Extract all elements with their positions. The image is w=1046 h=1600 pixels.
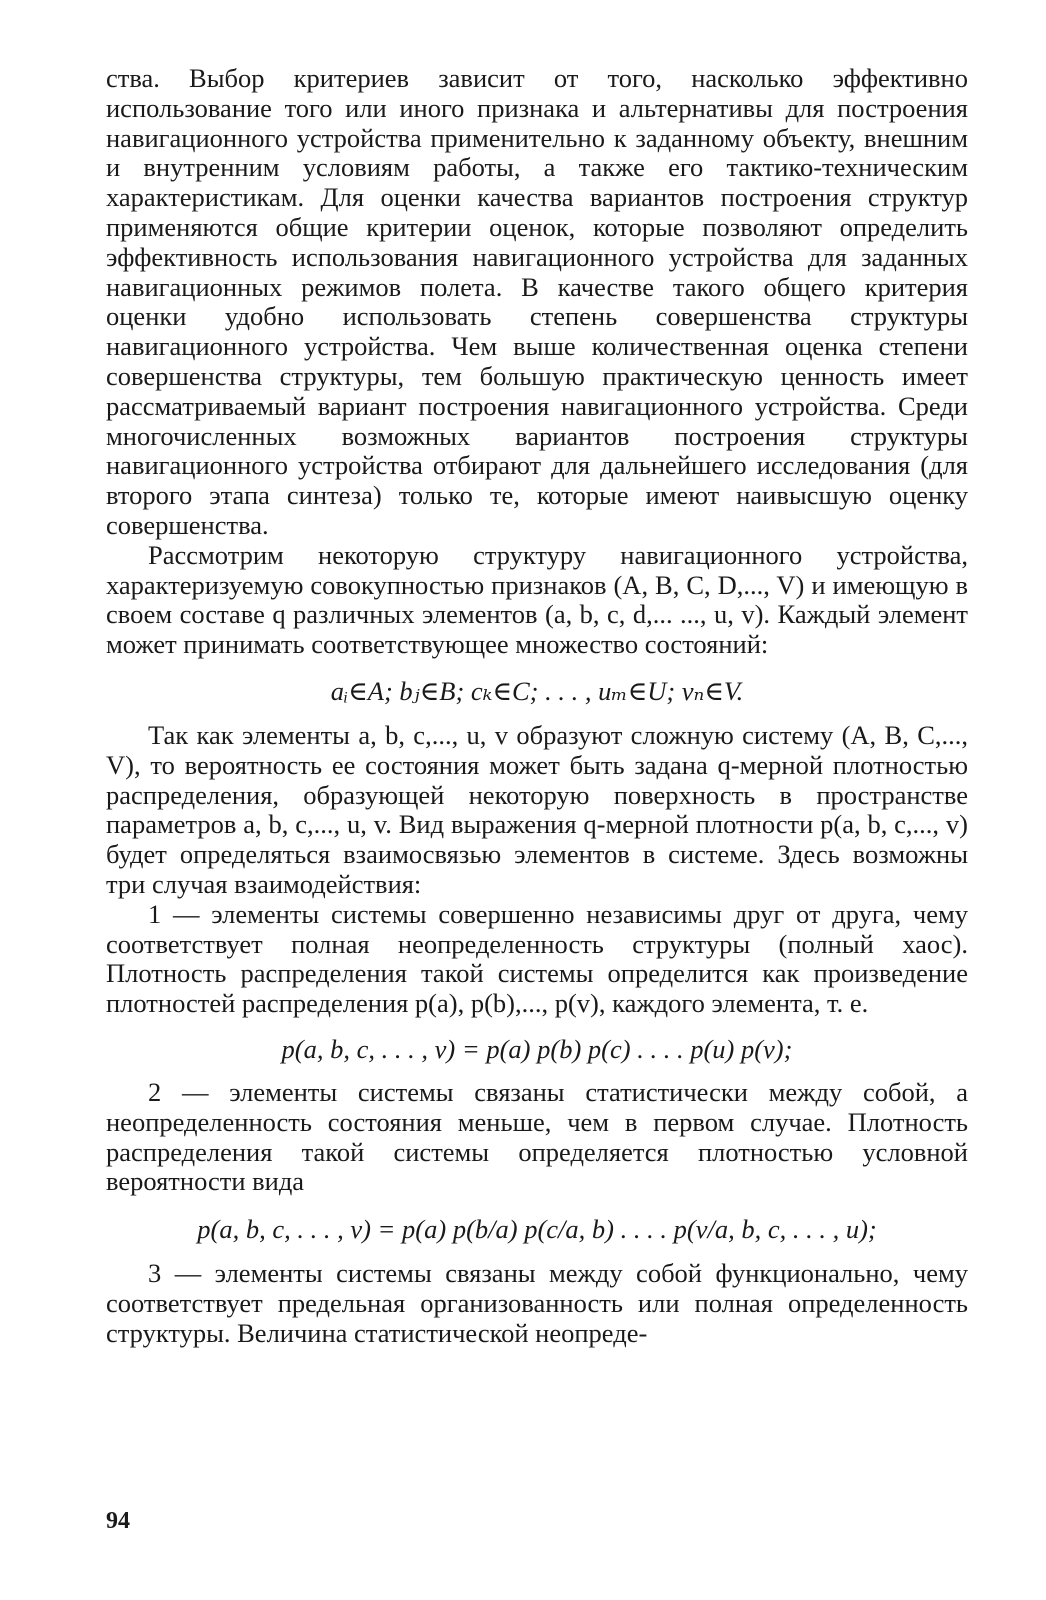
paragraph-3: Так как элементы a, b, c,..., u, v образуют сложную систему (A, B, C,..., V), то вероятность ее состояния может быть задана q-мерной плотностью распределения, образующей некоторую поверхность в пространстве параметров a, b, c,..., u, v. Вид выражения q-мерной плотности p(a, b, c,..., v) будет определяться взаимосвязью элементов в системе. Здесь возможны три случая взаимодействия: — [106, 719, 968, 899]
page-number: 94 — [106, 1508, 130, 1534]
paragraph-case-2: 2 — элементы системы связаны статистически между собой, а неопределенность состояния меньше, чем в первом случае. Плотность распределения такой системы определяется плотностью условной вероятности вида — [106, 1076, 968, 1197]
paragraph-2: Рассмотрим некоторую структуру навигационного устройства, характеризуемую совокупностью признаков (A, B, C, D,..., V) и имеющую в своем составе q различных элементов (a, b, c, d,... ..., u, v). Каждый элемент может принимать соответствующее множество состояний: — [106, 539, 968, 660]
paragraph-case-1: 1 — элементы системы совершенно независимы друг от друга, чему соответствует полная неопределенность структуры (полный хаос). Плотность распределения такой системы определится как произведение плотностей распределения p(a), p(b),..., p(v), каждого элемента, т. е. — [106, 898, 968, 1019]
formula-independent: p(a, b, c, . . . , v) = p(a) p(b) p(c) . . . . p(u) p(v); — [281, 1033, 793, 1064]
formula-conditional: p(a, b, c, . . . , v) = p(a) p(b/a) p(c/a, b) . . . . p(v/a, b, c, . . . , u); — [197, 1214, 877, 1245]
formula-states: aᵢ∈A; bⱼ∈B; cₖ∈C; . . . , uₘ∈U; vₙ∈V. — [330, 675, 744, 706]
paragraph-case-3: 3 — элементы системы связаны между собой функционально, чему соответствует предельная организованность или полная определенность структуры. Величина статистической неопреде- — [106, 1258, 968, 1348]
paragraph-1: ства. Выбор критериев зависит от того, насколько эффективно использование того или иного признака и альтернативы для построения навигационного устройства применительно к заданному объекту, внешним и внутренним условиям работы, а также его тактико-техническим характеристикам. Для оценки качества вариантов построения структур применяются общие критерии оценок, которые позволяют определить эффективность использования навигационного устройства для заданных навигационных режимов полета. В качестве такого общего критерия оценки удобно использовать степень совершенства структуры навигационного устройства. Чем выше количественная оценка степени совершенства структуры, тем большую практическую ценность имеет рассматриваемый вариант построения навигационного устройства. Среди многочисленных возможных вариантов построения структуры навигационного устройства отбирают для дальнейшего исследования (для второго этапа синтеза) только те, которые имеют наивысшую оценку совершенства. — [106, 63, 968, 540]
page-body — [106, 64, 968, 1348]
